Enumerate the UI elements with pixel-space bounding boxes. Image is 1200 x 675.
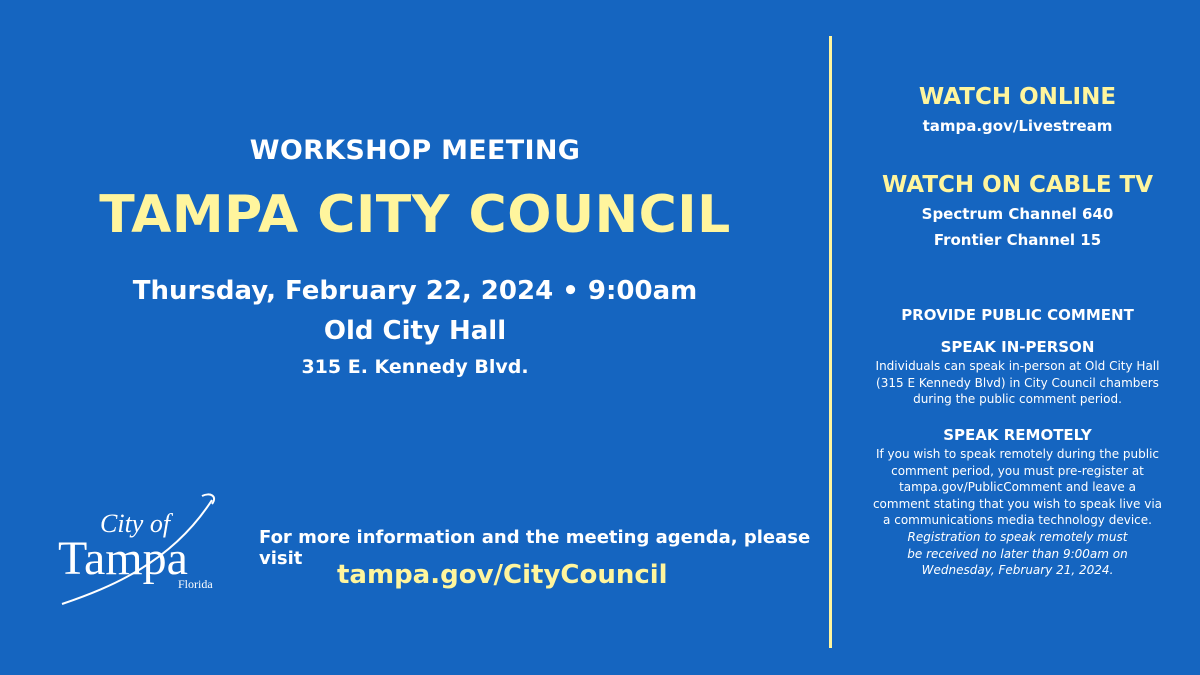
spectrum-channel: Spectrum Channel 640 <box>921 205 1114 223</box>
remote-line: tampa.gov/PublicComment and leave a <box>899 480 1136 495</box>
livestream-link[interactable]: tampa.gov/Livestream <box>922 117 1113 135</box>
meeting-address: 315 E. Kennedy Blvd. <box>301 356 529 378</box>
in-person-line: during the public comment period. <box>913 392 1122 407</box>
vertical-divider <box>829 36 832 648</box>
speak-in-person-heading: SPEAK IN-PERSON <box>940 338 1095 356</box>
watch-cable-heading: WATCH ON CABLE TV <box>881 172 1154 198</box>
city-of-tampa-logo <box>52 492 234 610</box>
remote-deadline-line: Wednesday, February 21, 2024. <box>921 563 1114 578</box>
remote-line: comment period, you must pre-register at <box>891 463 1144 478</box>
speak-in-person-text <box>840 358 1195 408</box>
remote-line: a communications media technology device. <box>883 513 1152 528</box>
in-person-line: Individuals can speak in-person at Old City Hall <box>875 359 1160 373</box>
page-title: TAMPA CITY COUNCIL <box>99 185 731 245</box>
logo-line-florida: Florida <box>178 577 213 591</box>
logo-line-tampa: Tampa <box>58 532 188 585</box>
remote-deadline-line: be received no later than 9:00am on <box>907 546 1128 561</box>
logo-line-city: City of <box>100 509 171 538</box>
meeting-venue: Old City Hall <box>323 316 507 346</box>
public-comment-heading: PROVIDE PUBLIC COMMENT <box>901 306 1134 324</box>
remote-deadline-line: Registration to speak remotely must <box>907 529 1128 544</box>
info-text: For more information and the meeting agenda, please visit <box>259 527 811 569</box>
speak-remotely-heading: SPEAK REMOTELY <box>943 426 1092 444</box>
in-person-line: (315 E Kennedy Blvd) in City Council chambers <box>876 375 1159 390</box>
meeting-datetime: Thursday, February 22, 2024 • 9:00am <box>132 276 698 306</box>
watch-online-heading: WATCH ONLINE <box>918 84 1117 110</box>
city-council-link[interactable]: tampa.gov/CityCouncil <box>337 560 668 590</box>
remote-line: If you wish to speak remotely during the public <box>875 447 1160 461</box>
frontier-channel: Frontier Channel 15 <box>933 231 1102 249</box>
meeting-type: WORKSHOP MEETING <box>249 135 581 166</box>
speak-remotely-text <box>840 446 1195 579</box>
remote-line: comment stating that you wish to speak live via <box>872 496 1163 511</box>
